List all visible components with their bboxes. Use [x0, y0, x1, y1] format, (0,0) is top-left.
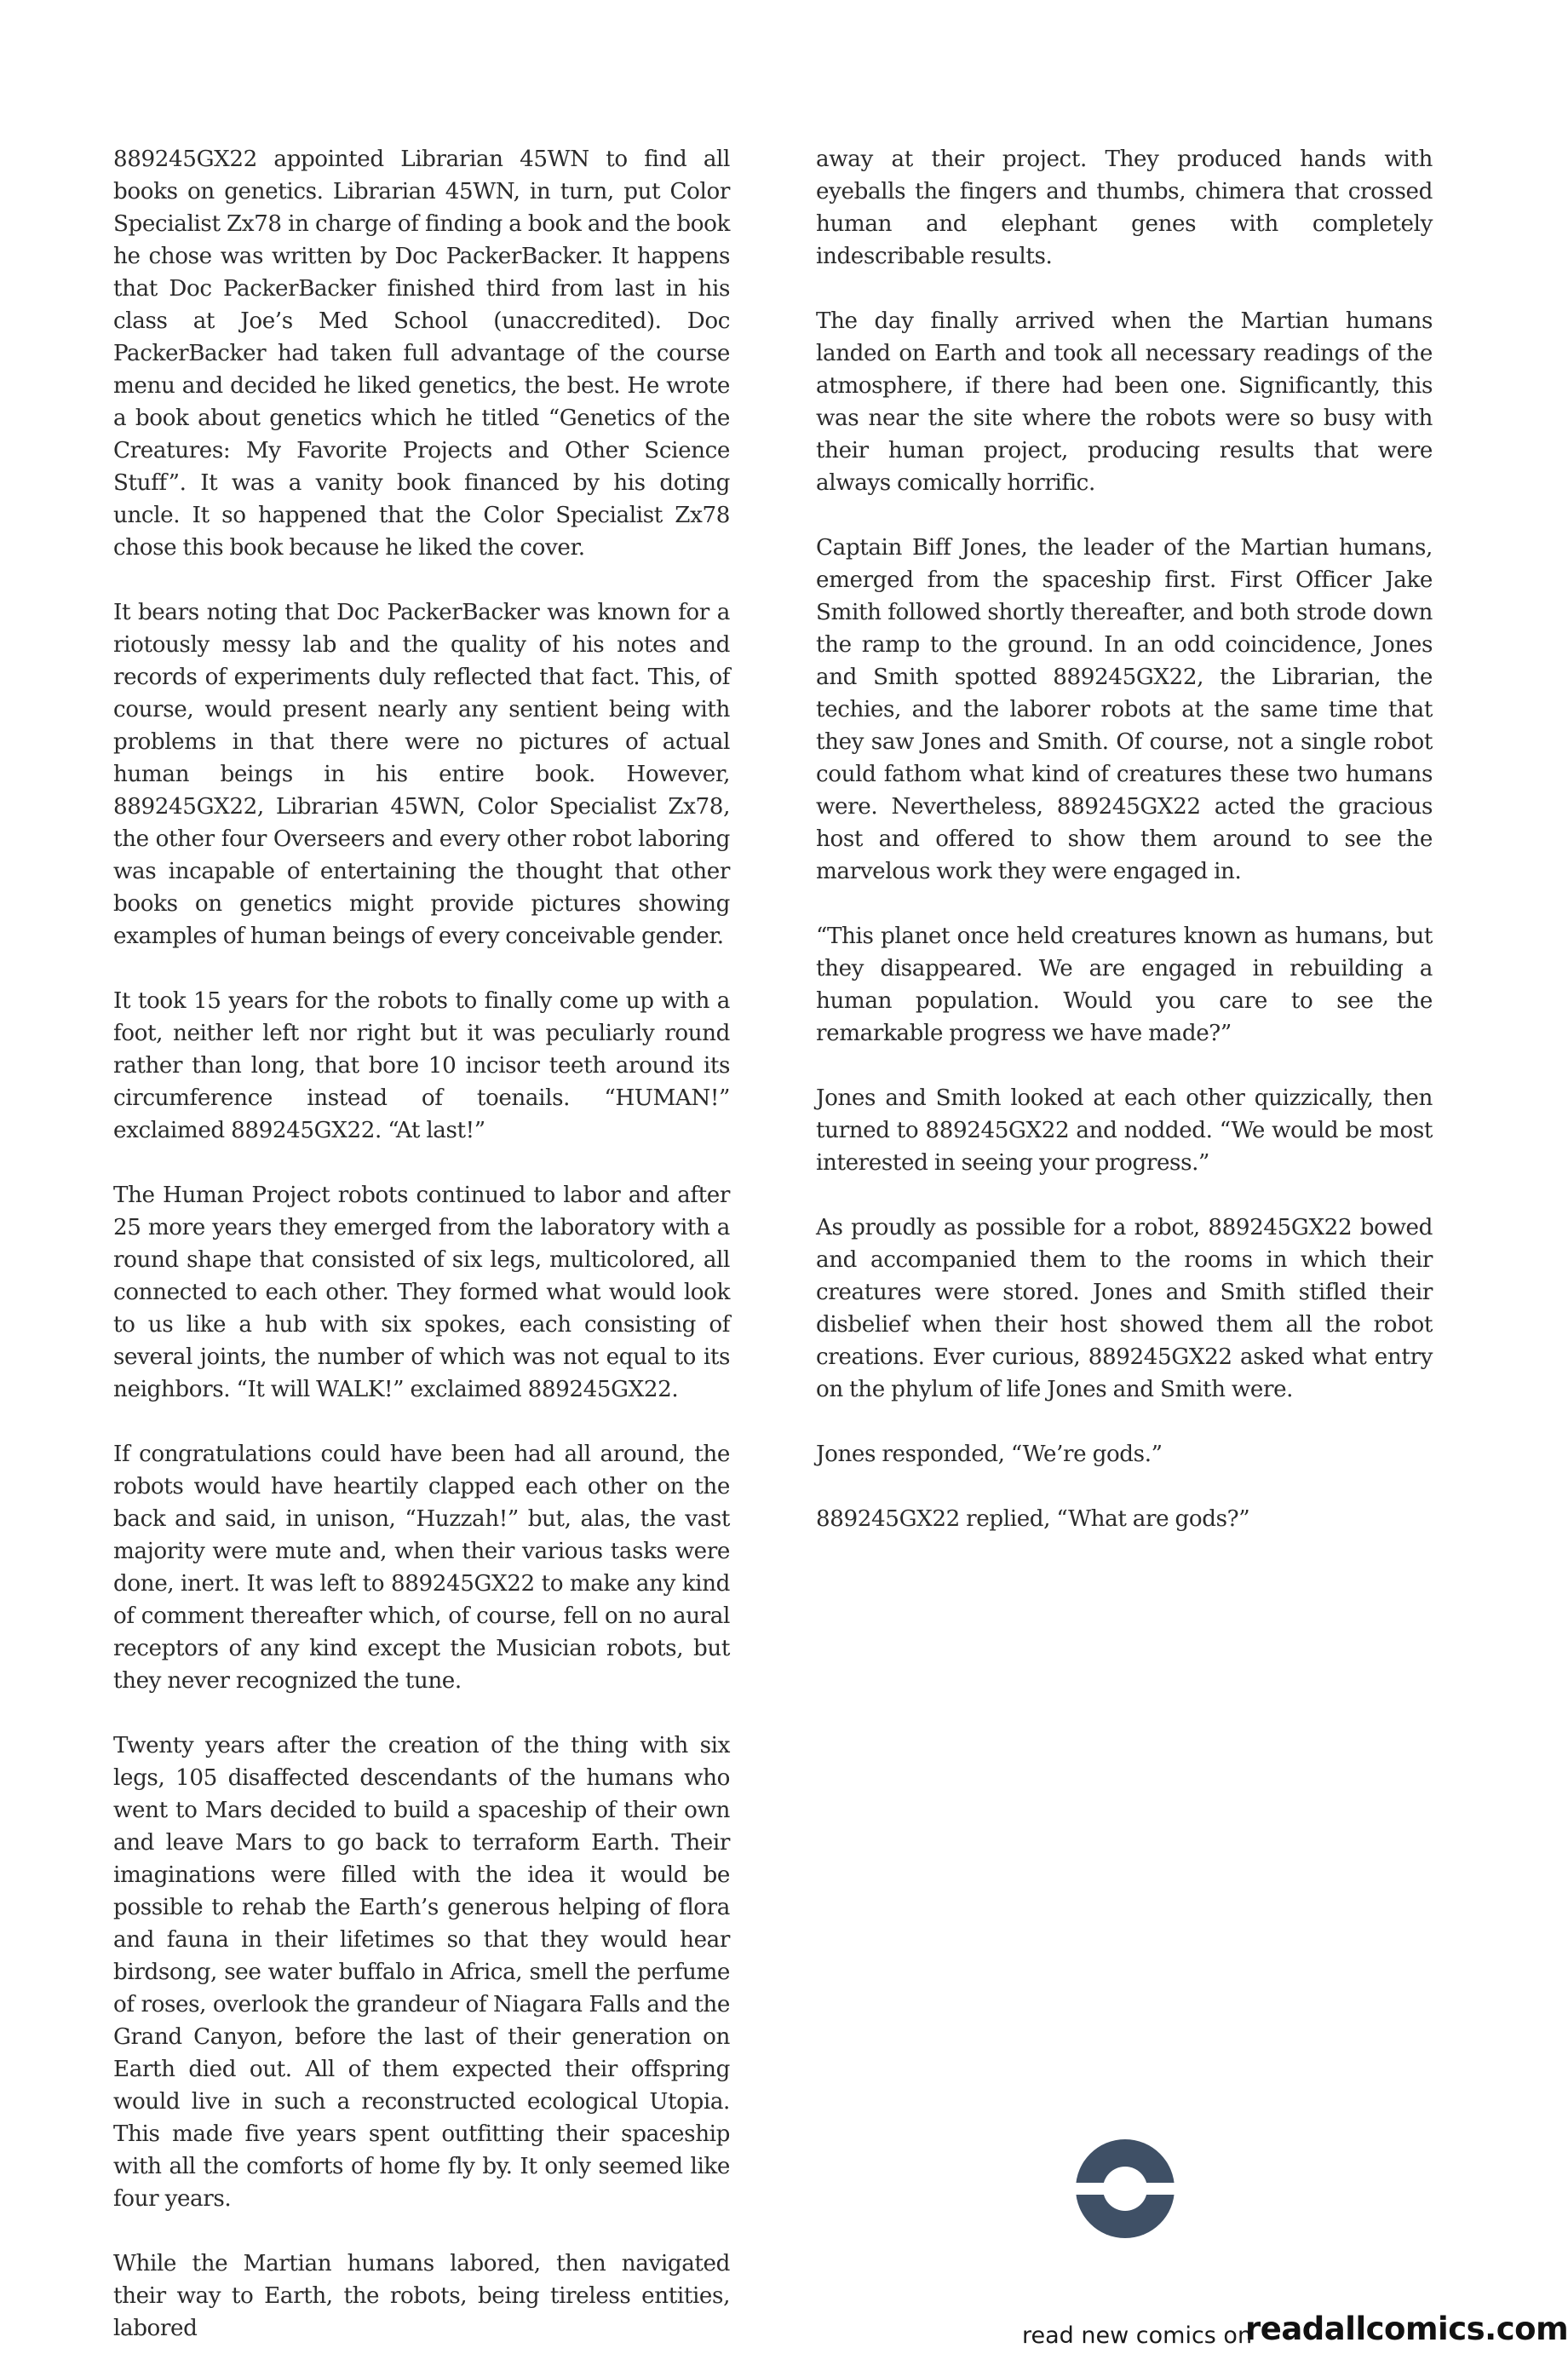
paragraph: Twenty years after the creation of the thing with six legs, 105 disaffected descendants of the humans who went to Mars decided to build a spaceship of their own and leave Mars to go back to terraform Earth. Their imaginations were filled with the idea it would be possible to rehab the Earth’s generous helping of flora and fauna in their lifetimes so that they would hear birdsong, see water buffalo in Africa, smell the perfume of roses, overlook the grandeur of Niagara Falls and the Grand Canyon, before the last of their generation on Earth died out. All of them expected their offspring would live in such a reconstructed ecological Utopia. This made five years spent outfitting their spaceship with all the comforts of home fly by. It only seemed like four years. — [113, 1733, 730, 2212]
circle-logo-icon — [1075, 2138, 1175, 2239]
paragraph: Captain Biff Jones, the leader of the Martian humans, emerged from the spaceship first. First Officer Jake Smith followed shortly thereafter, and both strode down the ramp to the ground. In an odd coincidence, Jones and Smith spotted 889245GX22, the Librarian, the techies, and the laborer robots at the same time that they saw Jones and Smith. Of course, not a single robot could fathom what kind of creatures these two humans were. Nevertheless, 889245GX22 acted the gracious host and offered to show them around to see the marvelous work they were engaged in. — [816, 535, 1433, 884]
paragraph: The day finally arrived when the Martian humans landed on Earth and took all necessary readings of the atmosphere, if there had been one. Significantly, this was near the site where the robots were so busy with their human project, producing results that were always comically horrific. — [816, 308, 1433, 496]
footer-prefix: read new comics on — [1022, 2322, 1253, 2349]
footer-site-link[interactable]: readallcomics.com — [1245, 2311, 1568, 2347]
footer-watermark — [1022, 2311, 1568, 2357]
paragraph: While the Martian humans labored, then navigated their way to Earth, the robots, being tireless entities, labored — [113, 2251, 730, 2341]
paragraph: As proudly as possible for a robot, 889245GX22 bowed and accompanied them to the rooms in which their creatures were stored. Jones and Smith stifled their disbelief when their host showed them all the robot creations. Ever curious, 889245GX22 asked what entry on the phylum of life Jones and Smith were. — [816, 1215, 1433, 1402]
paragraph: “This planet once held creatures known as humans, but they disappeared. We are engaged in rebuilding a human population. Would you care to see the remarkable progress we have made?” — [816, 924, 1433, 1046]
paragraph: 889245GX22 replied, “What are gods?” — [816, 1506, 1250, 1532]
paragraph: Jones and Smith looked at each other quizzically, then turned to 889245GX22 and nodded. “We would be most interested in seeing your progress.” — [816, 1085, 1433, 1176]
paragraph: If congratulations could have been had all around, the robots would have heartily clapped each other on the back and said, in unison, “Huzzah!” but, alas, the vast majority were mute and, when their various tasks were done, inert. It was left to 889245GX22 to make any kind of comment thereafter which, of course, fell on no aural receptors of any kind except the Musician robots, but they never recognized the tune. — [113, 1442, 730, 1694]
paragraph: It took 15 years for the robots to finally come up with a foot, neither left nor right but it was peculiarly round rather than long, that bore 10 incisor teeth around its circumference instead of toenails. “HUMAN!” exclaimed 889245GX22. “At last!” — [113, 988, 730, 1143]
paragraph: It bears noting that Doc PackerBacker was known for a riotously messy lab and the quality of his notes and records of experiments duly reflected that fact. This, of course, would present nearly any sentient being with problems in that there were no pictures of actual human beings in his entire book. However, 889245GX22, Librarian 45WN, Color Specialist Zx78, the other four Overseers and every other robot laboring was incapable of entertaining the thought that other books on genetics might provide pictures showing examples of human beings of every conceivable gender. — [113, 600, 730, 949]
left-text-column — [113, 143, 730, 2377]
paragraph: 889245GX22 appointed Librarian 45WN to find all books on genetics. Librarian 45WN, in turn, put Color Specialist Zx78 in charge of finding a book and the book he chose was written by Doc PackerBacker. It happens that Doc PackerBacker finished third from last in his class at Joe’s Med School (unaccredited). Doc PackerBacker had taken full advantage of the course menu and decided he liked genetics, the best. He wrote a book about genetics which he titled “Genetics of the Creatures: My Favorite Projects and Other Science Stuff”. It was a vanity book financed by his doting uncle. It so happened that the Color Specialist Zx78 chose this book because he liked the cover. — [113, 147, 730, 561]
paragraph: The Human Project robots continued to labor and after 25 more years they emerged from the laboratory with a round shape that consisted of six legs, multicolored, all connected to each other. They formed what would look to us like a hub with six spokes, each consisting of several joints, the number of which was not equal to its neighbors. “It will WALK!” exclaimed 889245GX22. — [113, 1183, 730, 1402]
paragraph: away at their project. They produced hands with eyeballs the fingers and thumbs, chimera that crossed human and elephant genes with completely indescribable results. — [816, 147, 1433, 269]
paragraph: Jones responded, “We’re gods.” — [816, 1442, 1163, 1467]
right-text-column — [816, 143, 1433, 1568]
